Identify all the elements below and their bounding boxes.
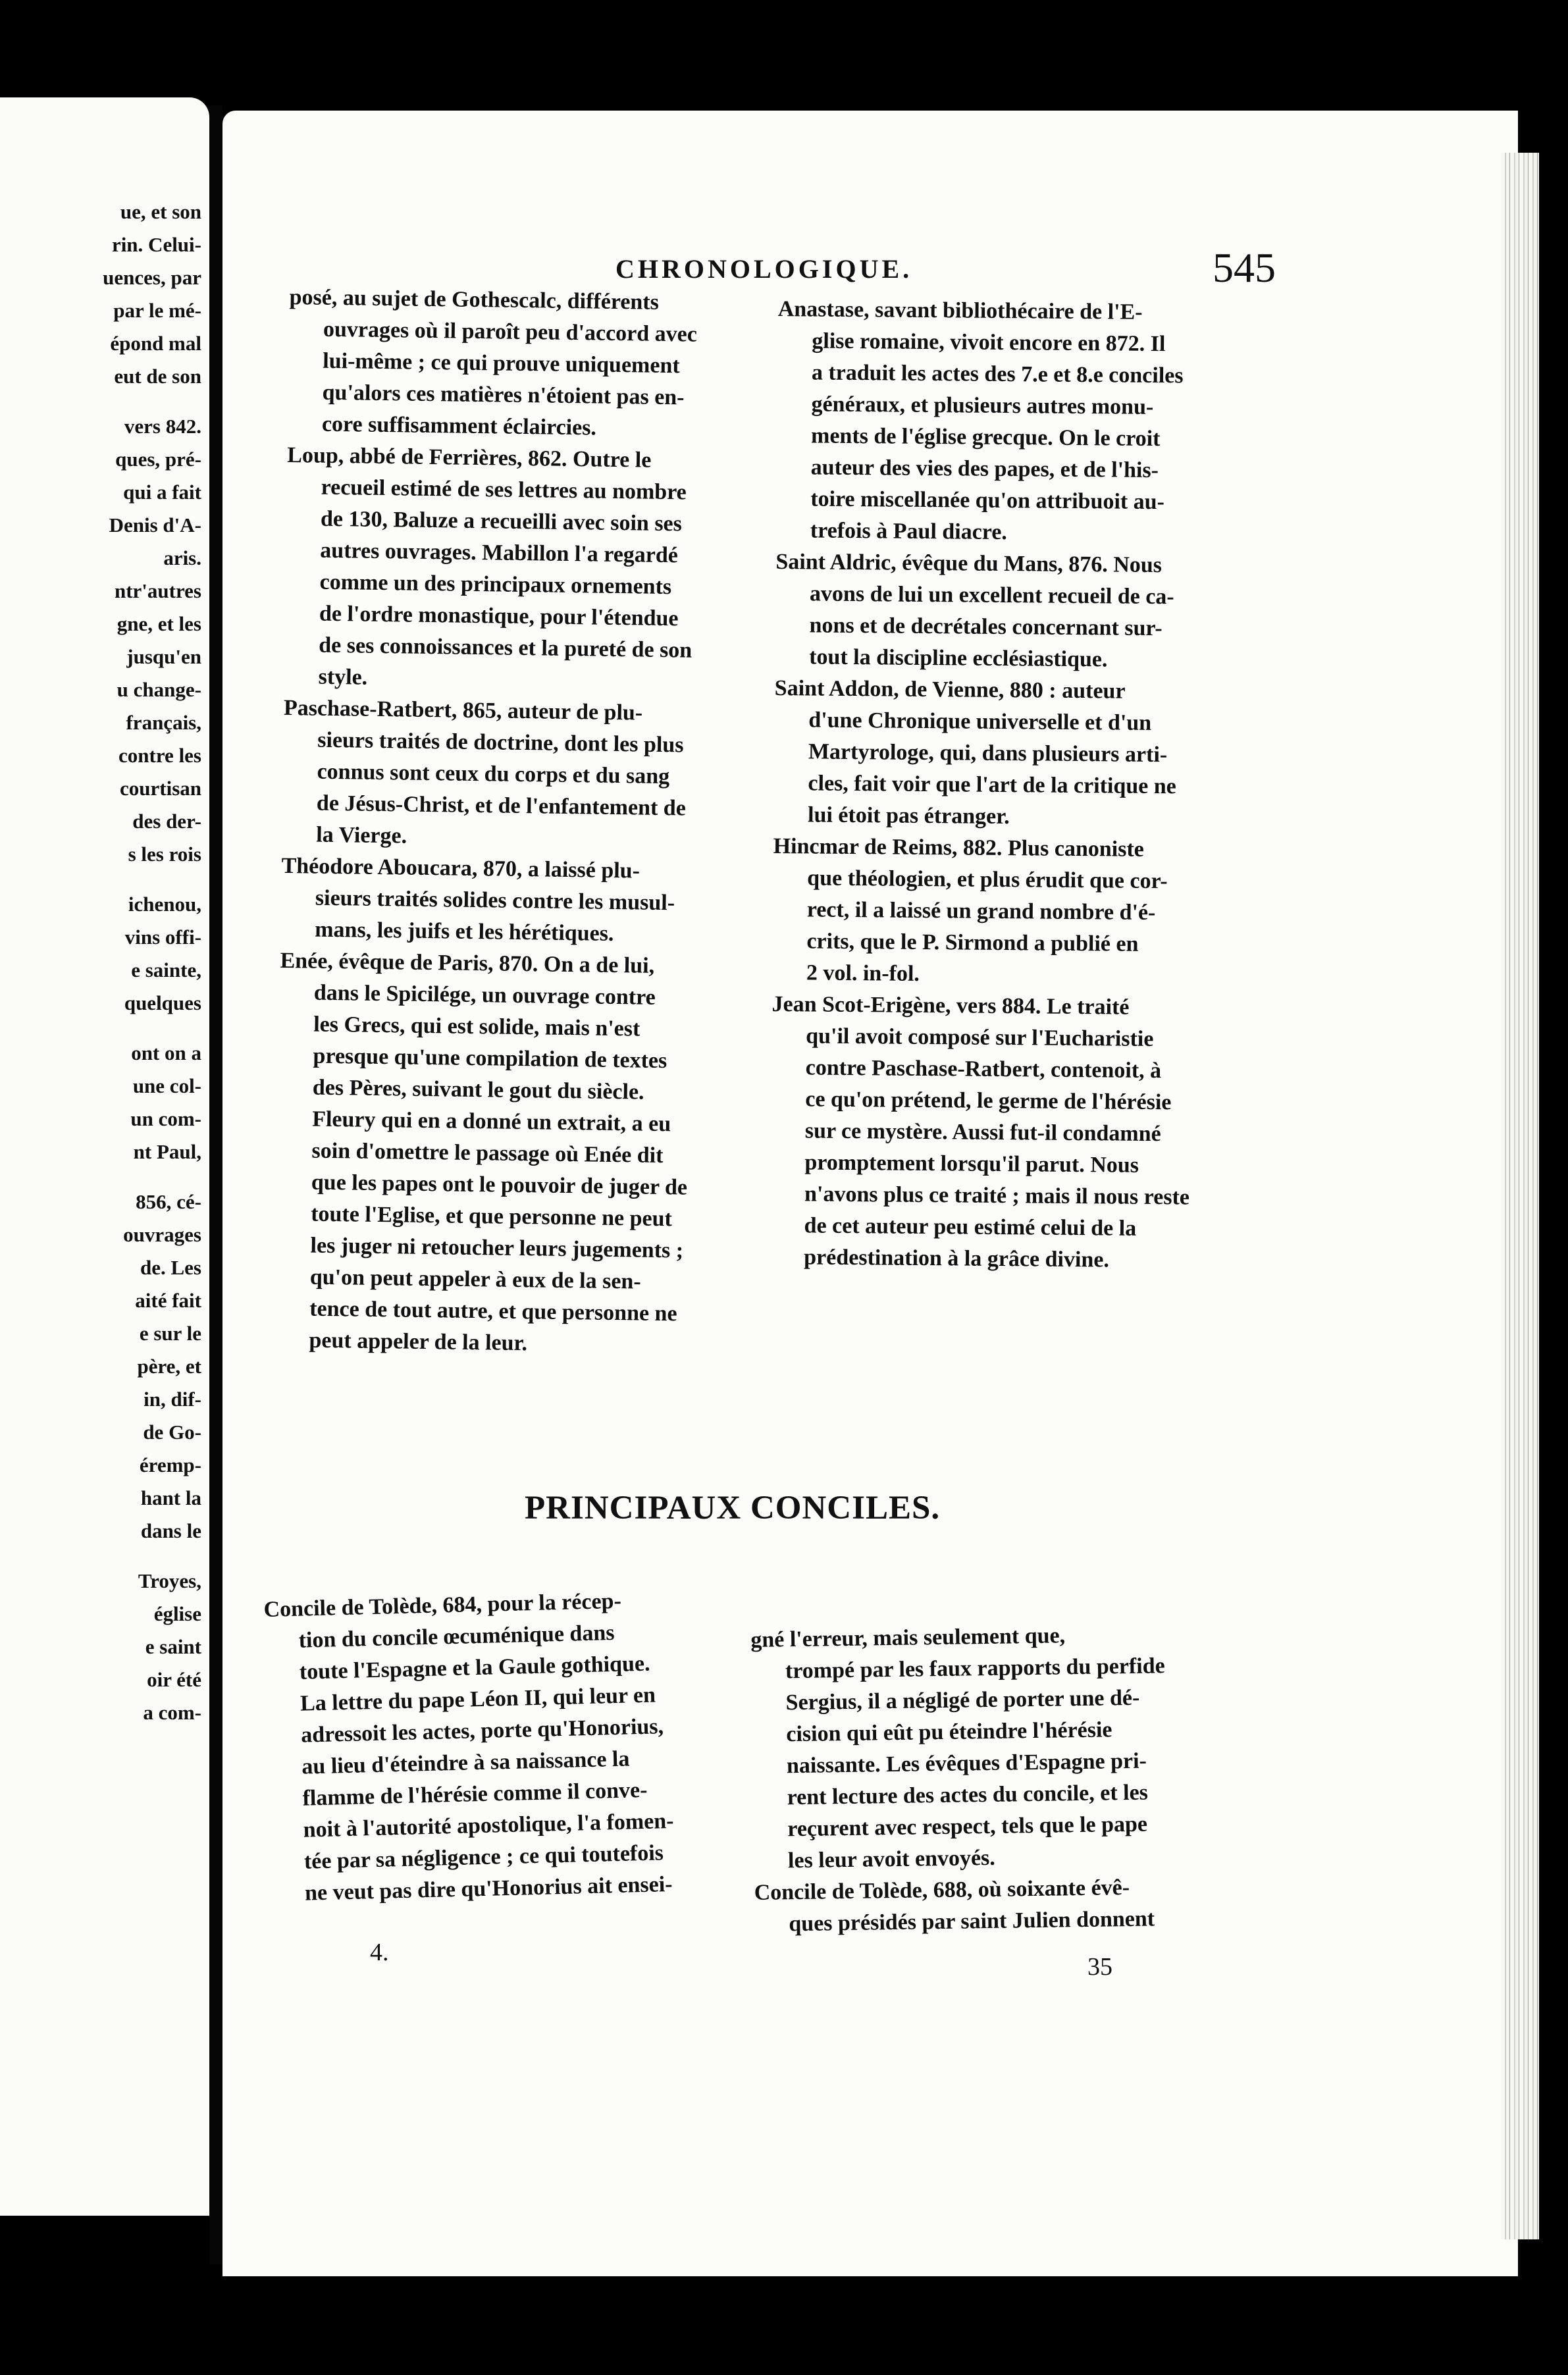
text-line: ques présidés par saint Julien donnent — [789, 1906, 1155, 1937]
left-page-line: ichenou, — [128, 893, 201, 916]
left-page-line: vers 842. — [124, 415, 201, 438]
text-line: posé, au sujet de Gothescalc, différents — [289, 284, 660, 315]
text-line: peut appeler de la leur. — [309, 1328, 528, 1356]
left-page-line: ntr'autres — [114, 579, 201, 602]
text-line: adressoit les actes, porte qu'Honorius, — [300, 1714, 664, 1748]
page-number: 545 — [1213, 244, 1276, 291]
text-line: promptement lorsqu'il parut. Nous — [804, 1150, 1139, 1178]
text-line: de ses connoissances et la pureté de son — [319, 633, 693, 663]
text-entry — [770, 989, 1272, 1278]
left-page-line: gne, et les — [117, 612, 201, 635]
text-line: crits, que le P. Sirmond a publié en — [806, 929, 1139, 956]
text-line: style. — [318, 664, 368, 690]
text-line: avons de lui un excellent recueil de ca- — [809, 581, 1174, 610]
text-line: Anastase, savant bibliothécaire de l'E- — [777, 296, 1143, 325]
text-line: ne veut pas dire qu'Honorius ait ensei- — [304, 1871, 673, 1906]
left-page-line: e saint — [145, 1635, 201, 1658]
text-line: naissante. Les évêques d'Espagne pri- — [786, 1748, 1147, 1779]
left-page-line: rin. Celui- — [111, 233, 201, 256]
left-page-line: u change- — [117, 678, 201, 701]
left-page-line: qui a fait — [123, 481, 201, 504]
text-line: Saint Addon, de Vienne, 880 : auteur — [774, 675, 1126, 704]
text-line: a traduit les actes des 7.e et 8.e conciles — [811, 360, 1184, 388]
text-line: qu'alors ces matières n'étoient pas en- — [322, 380, 685, 410]
left-page-line: quelques — [124, 991, 201, 1014]
text-line: nons et de decrétales concernant sur- — [809, 613, 1163, 641]
left-page-line: des der- — [132, 810, 201, 833]
left-page-line: de Go- — [143, 1421, 201, 1444]
text-entry — [274, 945, 754, 1363]
text-line: tée par sa négligence ; ce qui toutefois — [303, 1840, 664, 1874]
text-line: soin d'omettre le passage où Enée dit — [311, 1138, 664, 1168]
left-page-line: jusqu'en — [126, 645, 201, 668]
text-entry — [773, 673, 1275, 835]
text-line: au lieu d'éteindre à sa naissance la — [301, 1746, 630, 1779]
section-heading: PRINCIPAUX CONCILES. — [525, 1490, 941, 1527]
left-page-line: ques, pré- — [115, 448, 201, 471]
text-entry — [776, 294, 1278, 551]
text-line: que les papes ont le pouvoir de juger de — [311, 1170, 688, 1200]
text-line: toire miscellanée qu'on attribuoit au- — [810, 486, 1165, 515]
left-page-line: uences, par — [103, 266, 201, 289]
left-page-line: e sainte, — [131, 958, 201, 981]
text-entry — [754, 1871, 1241, 1941]
page-gutter — [209, 105, 222, 2264]
conciles-column-right — [750, 1618, 1242, 1941]
text-line: sur ce mystère. Aussi fut-il condamné — [804, 1118, 1161, 1147]
text-line: contre Paschase-Ratbert, contenoit, à — [805, 1055, 1162, 1083]
text-line: autres ouvrages. Mabillon l'a regardé — [320, 538, 679, 568]
running-head: CHRONOLOGIQUE. — [615, 254, 913, 284]
text-line: qu'on peut appeler à eux de la sen- — [309, 1265, 641, 1294]
left-page-line: vins offi- — [124, 926, 201, 949]
text-line: Théodore Aboucara, 870, a laissé plu- — [281, 853, 640, 883]
text-line: gné l'erreur, mais seulement que, — [750, 1623, 1066, 1652]
left-page-line: par le mé- — [113, 299, 201, 322]
text-line: généraux, et plusieurs autres monu- — [811, 392, 1154, 419]
text-line: la Vierge. — [316, 822, 407, 848]
text-entry — [772, 831, 1274, 993]
text-column-left — [274, 282, 764, 1363]
left-page-line: aris. — [163, 546, 201, 569]
text-line: sieurs traités de doctrine, dont les plus — [317, 727, 684, 758]
text-line: que théologien, et plus érudit que cor- — [807, 866, 1168, 894]
text-line: flamme de l'hérésie comme il conve- — [302, 1777, 648, 1811]
text-line: tence de tout autre, et que personne ne — [309, 1296, 677, 1326]
left-page-line: de. Les — [140, 1256, 201, 1279]
left-page-line: e sur le — [139, 1322, 201, 1345]
text-entry — [288, 282, 764, 446]
text-line: Concile de Tolède, 688, où soixante évê- — [754, 1875, 1130, 1905]
left-page-line: contre les — [118, 744, 201, 767]
left-page-line: a com- — [143, 1701, 201, 1724]
text-entry — [775, 546, 1276, 677]
text-entry — [282, 692, 758, 857]
text-entry — [280, 850, 756, 952]
text-line: trefois à Paul diacre. — [810, 518, 1008, 545]
text-line: de 130, Baluze a recueilli avec soin ses — [320, 506, 683, 536]
text-line: de Jésus-Christ, et de l'enfantement de — [316, 791, 687, 821]
text-line: de l'ordre monastique, pour l'étendue — [319, 601, 679, 631]
text-line: mans, les juifs et les hérétiques. — [315, 917, 614, 946]
text-line: lui étoit pas étranger. — [807, 802, 1010, 829]
text-line: Fleury qui en a donné un extrait, a eu — [311, 1107, 671, 1137]
text-line: de cet auteur peu estimé celui de la — [804, 1213, 1137, 1241]
text-line: prédestination à la grâce divine. — [804, 1245, 1110, 1272]
left-page-line: père, et — [137, 1355, 201, 1378]
text-line: les Grecs, qui est solide, mais n'est — [313, 1012, 640, 1041]
text-line: Martyrologe, qui, dans plusieurs arti- — [808, 739, 1168, 768]
signature-mark: 35 — [1087, 1953, 1112, 1981]
text-line: 2 vol. in-fol. — [806, 960, 920, 986]
text-line: ments de l'église grecque. On le croit — [810, 423, 1161, 452]
previous-page-fragment — [0, 97, 209, 2216]
left-page-line: s les rois — [128, 843, 201, 866]
left-page-line: nt Paul, — [133, 1140, 201, 1163]
text-line: recueil estimé de ses lettres au nombre — [321, 475, 687, 505]
left-page-line: un com- — [130, 1107, 201, 1130]
text-line: les juger ni retoucher leurs jugements ; — [310, 1233, 684, 1263]
text-line: ce qu'on prétend, le germe de l'hérésie — [805, 1087, 1172, 1115]
text-column-right — [770, 294, 1278, 1278]
text-line: rent lecture des actes du concile, et les — [787, 1780, 1149, 1810]
text-line: toute l'Eglise, et que personne ne peut — [310, 1201, 673, 1232]
left-page-line: Troyes, — [138, 1569, 201, 1592]
text-line: d'une Chronique universelle et d'un — [808, 708, 1152, 735]
text-line: cles, fait voir que l'art de la critique ne — [808, 771, 1176, 799]
text-line: tion du concile œcuménique dans — [298, 1620, 615, 1653]
left-page-line: dans le — [140, 1519, 201, 1542]
text-line: Hincmar de Reims, 882. Plus canoniste — [773, 833, 1145, 862]
text-line: des Pères, suivant le gout du siècle. — [312, 1075, 644, 1105]
text-line: lui-même ; ce qui prouve uniquement — [323, 348, 680, 378]
text-line: toute l'Espagne et la Gaule gothique. — [299, 1651, 650, 1684]
text-line: Concile de Tolède, 684, pour la récep- — [263, 1588, 622, 1622]
text-line: n'avons plus ce traité ; mais il nous reste — [804, 1182, 1190, 1210]
left-page-line: oir été — [147, 1668, 201, 1691]
left-page-line: ue, et son — [120, 200, 201, 223]
text-line: Jean Scot-Erigène, vers 884. Le traité — [771, 991, 1130, 1020]
text-line: Saint Aldric, évêque du Mans, 876. Nous — [775, 549, 1163, 578]
left-page-line: eut de son — [114, 365, 201, 388]
text-line: rect, il a laissé un grand nombre d'é- — [806, 897, 1156, 926]
text-line: Sergius, il a négligé de porter une dé- — [785, 1685, 1140, 1715]
left-page-line: hant la — [140, 1486, 201, 1509]
text-line: presque qu'une compilation de textes — [313, 1043, 667, 1074]
text-line: connus sont ceux du corps et du sang — [317, 759, 670, 789]
left-page-line: ont on a — [131, 1041, 201, 1064]
text-entry — [263, 1582, 745, 1910]
left-page-line: 856, cé- — [136, 1190, 201, 1213]
text-entry — [284, 440, 761, 699]
signature-mark: 4. — [370, 1939, 389, 1966]
conciles-column-left — [263, 1582, 745, 1910]
text-line: les leur avoit envoyés. — [787, 1845, 996, 1873]
left-page-line: éremp- — [139, 1453, 201, 1476]
text-line: dans le Spicilége, un ouvrage contre — [313, 980, 656, 1010]
text-line: Loup, abbé de Ferrières, 862. Outre le — [287, 442, 652, 473]
left-page-line: ouvrages — [123, 1223, 201, 1246]
left-page-line: une col- — [132, 1074, 201, 1097]
text-line: comme un des principaux ornements — [319, 569, 672, 600]
text-line: reçurent avec respect, tels que le pape — [787, 1812, 1148, 1842]
text-line: core suffisamment éclaircies. — [321, 411, 597, 440]
text-line: Enée, évêque de Paris, 870. On a de lui, — [280, 948, 655, 978]
text-entry — [750, 1618, 1241, 1877]
left-page-line: aité fait — [135, 1289, 201, 1312]
text-line: noit à l'autorité apostolique, l'a fomen- — [303, 1808, 674, 1842]
text-line: trompé par les faux rapports du perfide — [785, 1654, 1165, 1684]
left-page-line: français, — [126, 711, 201, 734]
left-page-line: Denis d'A- — [109, 513, 201, 536]
left-page-line: église — [153, 1602, 201, 1625]
text-line: qu'il avoit composé sur l'Eucharistie — [805, 1024, 1154, 1052]
left-page-line: in, dif- — [144, 1388, 201, 1411]
text-line: sieurs traités solides contre les musul- — [315, 885, 675, 916]
left-page-line: courtisan — [120, 777, 201, 800]
left-page-line: épond mal — [110, 332, 201, 355]
text-line: glise romaine, vivoit encore en 872. Il — [812, 328, 1166, 357]
text-line: auteur des vies des papes, et de l'his- — [810, 455, 1159, 483]
text-line: ouvrages où il paroît peu d'accord avec — [323, 317, 698, 347]
text-line: cision qui eût pu éteindre l'hérésie — [786, 1717, 1112, 1747]
text-line: tout la discipline ecclésiastique. — [809, 644, 1108, 672]
text-line: Paschase-Ratbert, 865, auteur de plu- — [283, 695, 643, 725]
text-line: La lettre du pape Léon II, qui leur en — [300, 1683, 656, 1716]
page-edges — [1501, 153, 1539, 2239]
